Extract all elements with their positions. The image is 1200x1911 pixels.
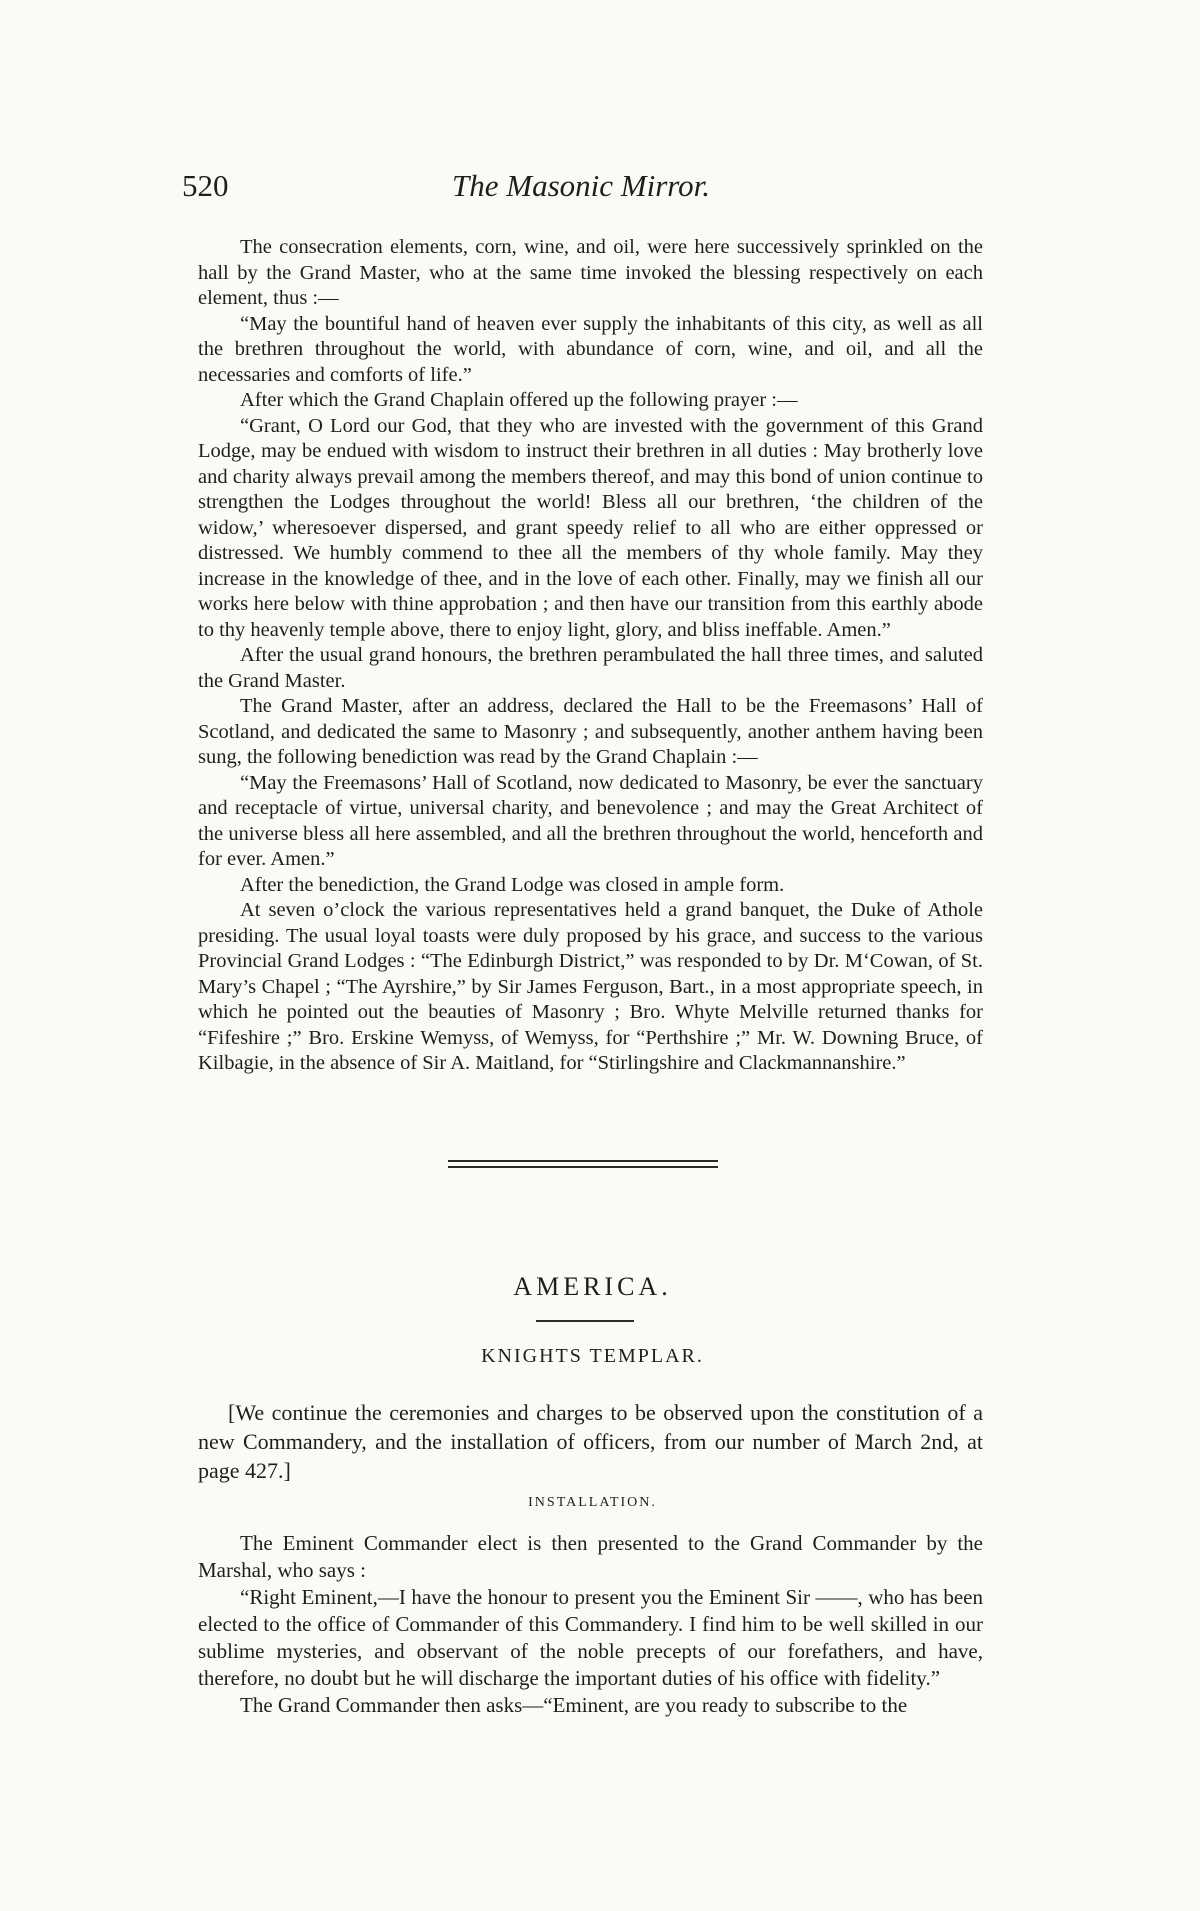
section-title: AMERICA. (513, 1272, 672, 1301)
paragraph: “May the Freemasons’ Hall of Scotland, now dedicated to Masonry, be ever the sanctuary and receptacle of virtue, universal charity, and benevolence ; and may the Great Architect of the universe bless all here assembled, and all the brethren throughout the world, henceforth and for ever. Amen.” (198, 771, 983, 870)
installation-heading: INSTALLATION. (528, 1495, 657, 1510)
paragraph: “May the bountiful hand of heaven ever supply the inhabitants of this city, as well as all the brethren throughout the world, with abundance of corn, wine, and oil, and all the necessaries and comforts of life.” (198, 312, 983, 386)
paragraph: The Eminent Commander elect is then presented to the Grand Commander by the Marshal, who says : (198, 1531, 983, 1582)
paragraph: After the usual grand honours, the brethren perambulated the hall three times, and saluted the Grand Master. (198, 644, 983, 692)
paragraph: After the benediction, the Grand Lodge was closed in ample form. (240, 873, 785, 896)
section-divider (448, 1160, 718, 1172)
title-rule (536, 1320, 634, 1322)
paragraph: The Grand Master, after an address, declared the Hall to be the Freemasons’ Hall of Scotland, and dedicated the same to Masonry ; and subsequently, another anthem having been sung, the following benediction was read by the Grand Chaplain :— (198, 695, 983, 768)
paragraph: “Right Eminent,—I have the honour to present you the Eminent Sir ——, who has been elected to the office of Commander of this Commandery. I find him to be well skilled in our sublime mysteries, and observant of the noble precepts of our forefathers, and have, therefore, no doubt but he will discharge the important duties of his office with fidelity.” (198, 1585, 983, 1690)
paragraph: At seven o’clock the various representatives held a grand banquet, the Duke of Athole presiding. The usual loyal toasts were duly proposed by his grace, and success to the various Provincial Grand Lodges : “The Edinburgh District,” was responded to by Dr. M‘Cowan, of St. Mary’s Chapel ; “The Ayrshire,” by Sir James Ferguson, Bart., in a most appropriate speech, in which he pointed out the beauties of Masonry ; Bro. Whyte Melville returned thanks for “Fifeshire ;” Bro. Erskine Wemyss, of Wemyss, for “Perthshire ;” Mr. W. Downing Bruce, of Kilbagie, in the absence of Sir A. Maitland, for “Stirlingshire and Clackmannanshire.” (198, 899, 983, 1074)
scotland-section (198, 235, 983, 1077)
divider-rule (448, 1160, 718, 1162)
divider-rule (448, 1166, 718, 1168)
paragraph: The Grand Commander then asks—“Eminent, are you ready to subscribe to the (240, 1693, 908, 1717)
running-title: The Masonic Mirror. (452, 168, 711, 203)
installation-section (198, 1530, 983, 1719)
editorial-note (198, 1398, 983, 1485)
editorial-note-text: [We continue the ceremonies and charges to be observed upon the constitution of a new Commandery, and the installation of officers, from our number of March 2nd, at page 427.] (198, 1400, 983, 1483)
paragraph: After which the Grand Chaplain offered up the following prayer :— (240, 389, 798, 411)
page-number: 520 (182, 168, 229, 203)
page-header (182, 168, 982, 218)
paragraph: “Grant, O Lord our God, that they who are invested with the government of this Grand Lodge, may be endued with wisdom to instruct their brethren in all duties : May brotherly love and charity always prevail among the members thereof, and may this bond of union continue to strengthen the Lodges throughout the world! Bless all our brethren, ‘the children of the widow,’ wheresoever dispersed, and grant speedy relief to all who are either oppressed or distressed. We humbly commend to thee all the members of thy whole family. May they increase in the knowledge of thee, and in the love of each other. Finally, may we finish all our works here below with thine approbation ; and then have our transition from this earthly abode to thy heavenly temple above, there to enjoy light, glory, and bliss ineffable. Amen.” (198, 414, 983, 641)
subsection-title: KNIGHTS TEMPLAR. (481, 1345, 704, 1367)
paragraph: The consecration elements, corn, wine, and oil, were here successively sprinkled on the hall by the Grand Master, who at the same time invoked the blessing respectively on each element, thus :— (198, 236, 983, 309)
